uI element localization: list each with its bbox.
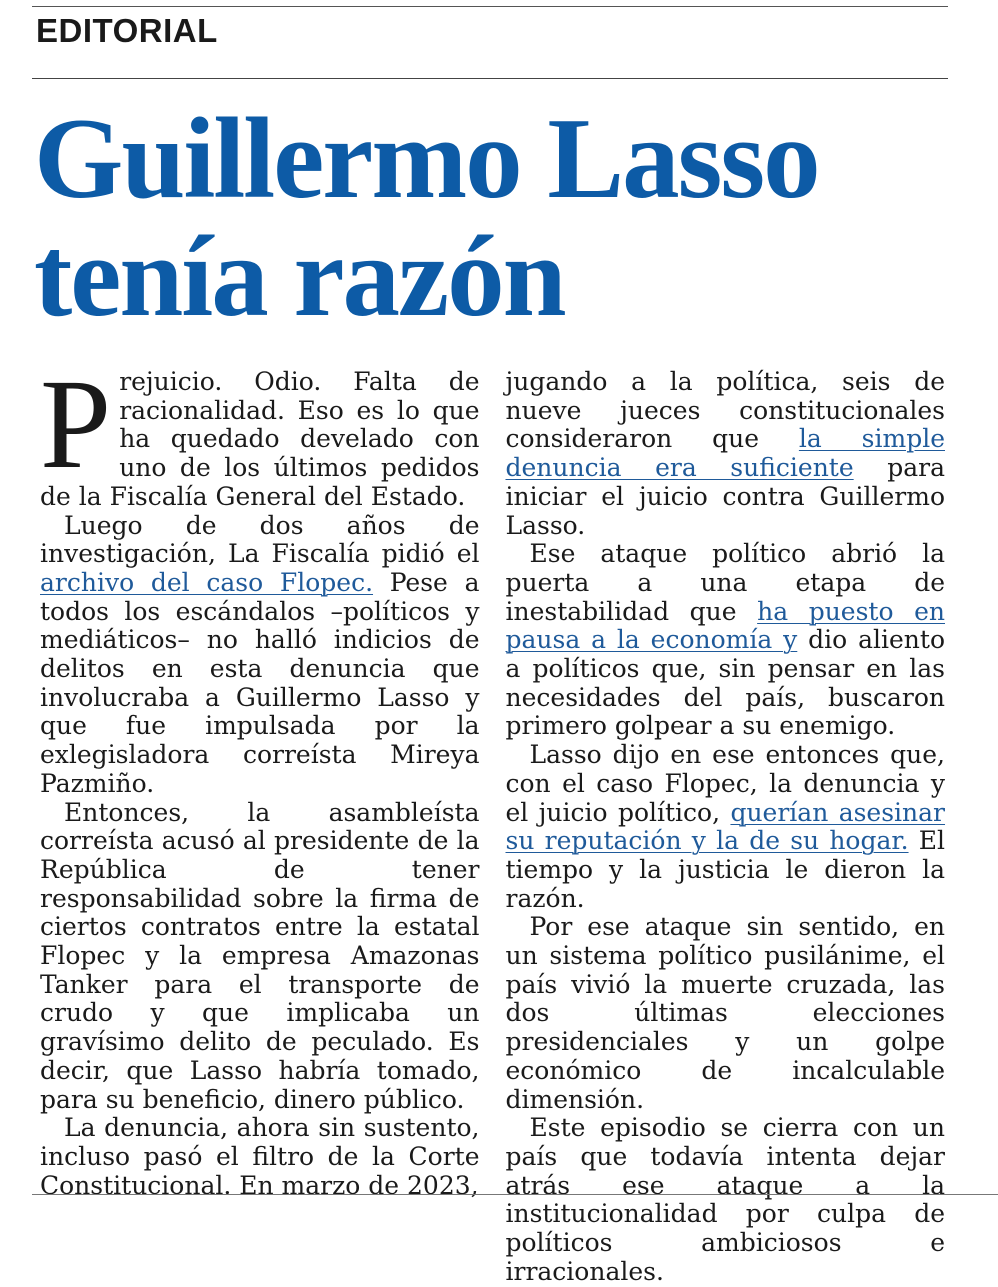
section-divider	[32, 78, 948, 79]
paragraph-8: Por ese ataque sin sentido, en un sistema político pusilánime, el país vivió la muerte cruzada, las dos últimas elecciones presidenciales y un golpe económico de incalculable dimensión.	[505, 912, 945, 1114]
top-rule	[32, 6, 948, 7]
column-left	[40, 353, 480, 1200]
paragraph-4: La denuncia, ahora sin sustento, incluso pasó el filtro de la Corte Constitucional. En marzo de 2023,	[40, 1113, 480, 1200]
link-pausa-economia[interactable]: ha puesto en pausa a la economía y	[505, 596, 945, 655]
paragraph-5-before: jugando a la política, seis de nueve jueces constitucionales consideraron que	[505, 367, 945, 454]
paragraph-3: Entonces, la asambleísta correísta acusó al presidente de la República de tener responsabilidad sobre la firma de ciertos contratos entre la estatal Flopec y la empresa Amazonas Tanker para el transporte de crudo y que implicaba un gravísimo delito de peculado. Es decir, que Lasso habría tomado, para su beneficio, dinero público.	[40, 797, 480, 1114]
drop-cap: P	[40, 353, 112, 495]
column-right	[505, 367, 946, 1286]
paragraph-7-before: Lasso dijo en ese entonces que, con el caso Flopec, la denuncia y el juicio político,	[505, 740, 945, 827]
article-body	[40, 353, 946, 1286]
paragraph-6	[506, 540, 946, 741]
headline: Guillermo Lasso tenía razón	[34, 95, 819, 340]
link-archivo-caso-flopec[interactable]: archivo del caso Flopec.	[40, 567, 374, 597]
paragraph-2-after: Pese a todos los escándalos –políticos y mediáticos– no halló indicios de delitos en esta denuncia que involucraba a Guillermo Lasso y que fue impulsada por la exlegisladora correísta Mireya Pazmiño.	[40, 567, 480, 798]
paragraph-6-after: dio aliento a políticos que, sin pensar en las necesidades del país, buscaron primero golpear a su enemigo.	[505, 625, 945, 741]
paragraph-6-before: Ese ataque político abrió la puerta a una etapa de inestabilidad que	[505, 539, 945, 626]
link-asesinar-reputacion[interactable]: querían asesinar su reputación y la de su hogar.	[505, 797, 946, 856]
paragraph-1-text: rejuicio. Odio. Falta de racionalidad. Eso es lo que ha quedado develado con uno de los últimos pedidos de la Fiscalía General del Estado.	[40, 367, 480, 511]
paragraph-5-after: para iniciar el juicio contra Guillermo Lasso.	[505, 453, 945, 540]
section-label: EDITORIAL	[36, 12, 218, 49]
link-simple-denuncia[interactable]: la simple denuncia era suficiente	[505, 424, 945, 483]
bottom-rule	[32, 1194, 998, 1195]
paragraph-9: Este episodio se cierra con un país que todavía intenta dejar atrás ese ataque a la institucionalidad por culpa de políticos ambiciosos e irracionales.	[505, 1113, 945, 1286]
paragraph-5	[506, 368, 946, 540]
paragraph-2	[40, 512, 480, 799]
paragraph-7-after: El tiempo y la justicia le dieron la razón.	[505, 826, 945, 913]
paragraph-1	[40, 353, 480, 512]
paragraph-2-before: Luego de dos años de investigación, La Fiscalía pidió el	[40, 510, 480, 569]
paragraph-7	[506, 741, 946, 913]
